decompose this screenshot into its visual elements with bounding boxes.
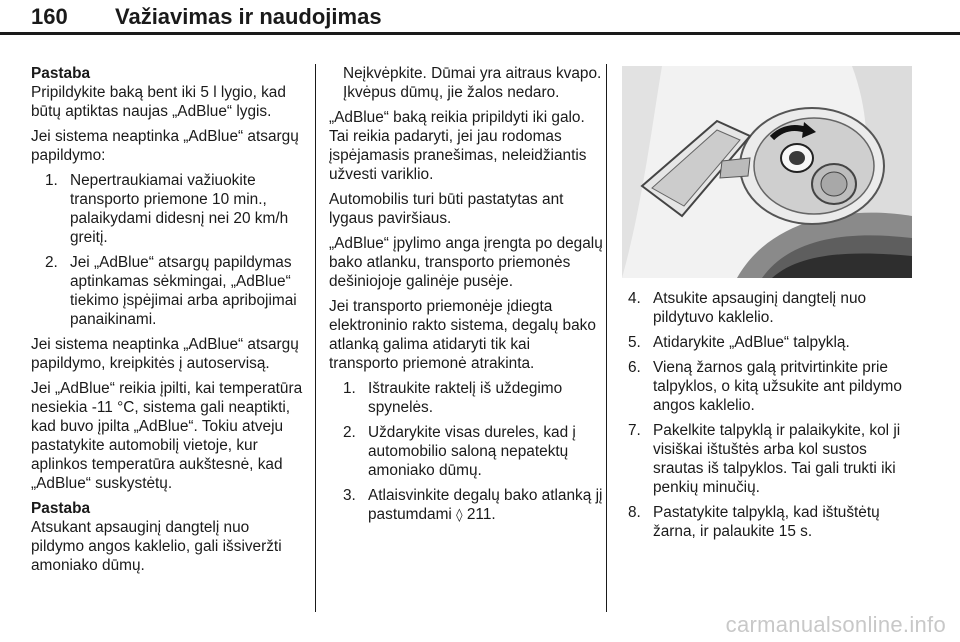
page-reference[interactable]: 211. [466, 506, 496, 523]
list-item [628, 503, 908, 541]
list-number: 2. [343, 424, 356, 441]
list-item-text: Pakelkite talpyklą ir palaikykite, kol ji visiškai ištuštės arba kol sustos srautas iš talpyklos. Tai gali trukti iki penkių minučių. [653, 422, 901, 496]
list-item [628, 421, 908, 497]
column-divider [606, 64, 607, 612]
column-divider [315, 64, 316, 612]
page-reference-arrow-icon: ◊ [456, 508, 463, 523]
list-item [343, 379, 603, 417]
list-item-text: Nepertraukiamai važiuokite transporto priemone 10 min., palaikydami didesnį nei 20 km/h greitį. [70, 172, 289, 246]
note-text: Atsukant apsauginį dangtelį nuo pildymo angos kaklelio, gali išsiveržti amoniako dūmų. [31, 519, 282, 574]
list-item-text: Atsukite apsauginį dangtelį nuo pildytuvo kaklelio. [653, 290, 867, 326]
note-heading: Pastaba [31, 500, 91, 517]
paragraph: Jei „AdBlue“ reikia įpilti, kai temperatūra nesiekia -11 °C, sistema gali neaptikti, kad buvo įpilta „AdBlue“. Tokiu atveju pastatykite automobilį vietoje, kur aplinkos temperatūra aukštesnė, kad „AdBlue“ suskystėtų. [31, 380, 303, 492]
list-number: 2. [45, 254, 58, 271]
paragraph: Jei transporto priemonėje įdiegta elektroninio rakto sistema, degalų bako atlanką galima atidaryti tik kai transporto priemonė atrakinta. [329, 298, 596, 372]
paragraph: Jei sistema neaptinka „AdBlue“ atsargų papildymo: [31, 128, 299, 164]
watermark: carmanualsonline.info [725, 612, 946, 637]
list-item [628, 289, 908, 327]
column-middle [329, 64, 603, 531]
list-number: 3. [343, 487, 356, 504]
list-item-text: Vieną žarnos galą pritvirtinkite prie talpyklos, o kitą užsukite ant pildymo angos kaklelio. [653, 359, 902, 414]
numbered-list [31, 171, 306, 329]
paragraph: Jei sistema neaptinka „AdBlue“ atsargų papildymo, kreipkitės į autoservisą. [31, 336, 299, 372]
paragraph: „AdBlue“ įpylimo anga įrengta po degalų bako atlanku, transporto priemonės dešiniojoje galinėje pusėje. [329, 235, 603, 290]
list-item [45, 253, 306, 329]
note-heading: Pastaba [31, 65, 91, 82]
list-item [628, 358, 908, 415]
list-number: 7. [628, 422, 641, 439]
list-item [628, 333, 908, 352]
list-item [343, 423, 603, 480]
numbered-list [628, 289, 908, 541]
list-item-text: Pastatykite talpyklą, kad ištuštėtų žarna, ir palaukite 15 s. [653, 504, 880, 540]
list-number: 4. [628, 290, 641, 307]
column-right [628, 289, 908, 547]
adblue-filler-illustration [622, 66, 912, 278]
list-number: 5. [628, 334, 641, 351]
list-item-text: Jei „AdBlue“ atsargų papildymas aptinkamas sėkmingai, „AdBlue“ tiekimo įspėjimai arba apribojimai panaikinami. [70, 254, 297, 328]
list-number: 1. [343, 380, 356, 397]
list-item [343, 486, 603, 525]
list-number: 8. [628, 504, 641, 521]
column-left [31, 64, 306, 581]
paragraph: Automobilis turi būti pastatytas ant lygaus paviršiaus. [329, 191, 564, 227]
list-item-text: Ištraukite raktelį iš uždegimo spynelės. [368, 380, 563, 416]
list-item-text: Atlaisvinkite degalų bako atlanką jį pastumdami [368, 487, 603, 523]
list-number: 1. [45, 172, 58, 189]
note-continuation: Neįkvėpkite. Dūmai yra aitraus kvapo. Įkvėpus dūmų, jie žalos nedaro. [343, 65, 602, 101]
list-number: 6. [628, 359, 641, 376]
header-rule [0, 32, 960, 35]
list-item [45, 171, 306, 247]
list-item-text: Atidarykite „AdBlue“ talpyklą. [653, 334, 850, 351]
paragraph: „AdBlue“ baką reikia pripildyti iki galo. Tai reikia padaryti, jei jau rodomas įspėjamasis pranešimas, neleidžiantis užvesti variklio. [329, 109, 587, 183]
page-number: 160 [31, 4, 68, 29]
numbered-list [329, 379, 603, 525]
page-header-title: Važiavimas ir naudojimas [115, 4, 382, 29]
list-item-text: Uždarykite visas dureles, kad į automobilio saloną nepatektų amoniako dūmų. [368, 424, 576, 479]
note-text: Pripildykite baką bent iki 5 l lygio, kad būtų aptiktas naujas „AdBlue“ lygis. [31, 84, 286, 120]
